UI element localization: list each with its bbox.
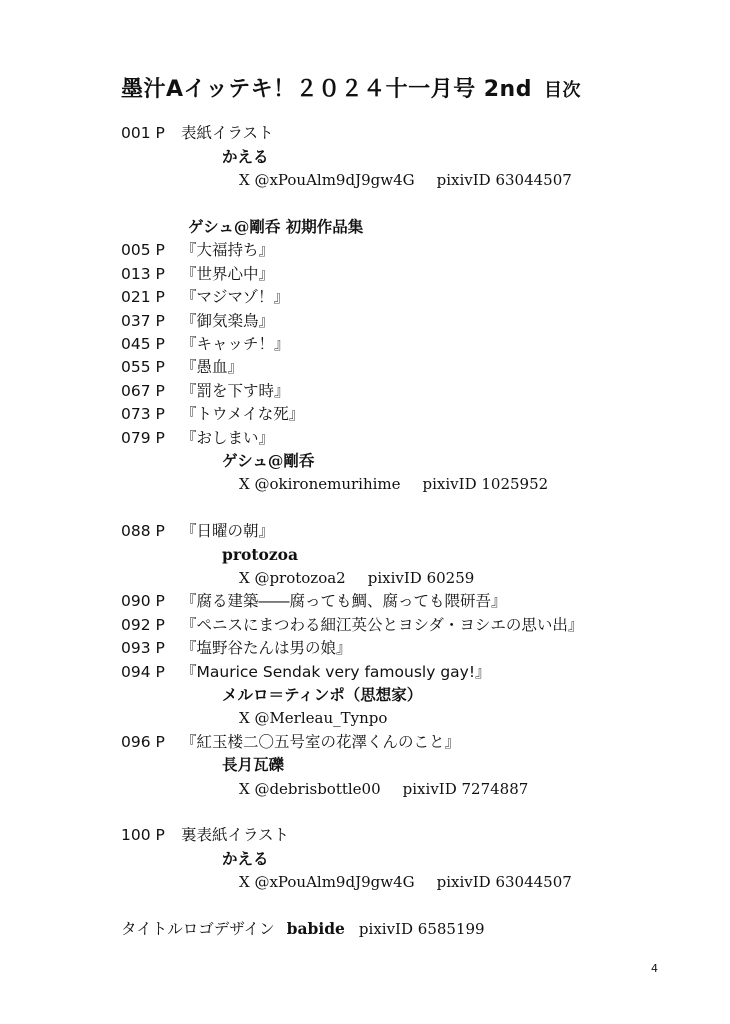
entry-page: 001 P	[121, 124, 165, 142]
title-suffix: 目次	[543, 80, 581, 101]
entry-title: 『マジマゾ！』	[181, 288, 290, 306]
entry-page: 093 P	[121, 639, 165, 657]
toc-entry	[121, 591, 507, 611]
toc-entry	[121, 428, 274, 448]
author-name: かえる	[222, 147, 269, 166]
entry-title: 『Maurice Sendak very famously gay!』	[181, 663, 491, 681]
toc-entry	[121, 240, 274, 260]
toc-entry	[121, 521, 274, 541]
toc-entry	[121, 638, 352, 658]
pixiv-id: pixivID 1025952	[422, 475, 549, 493]
x-handle: X @debrisbottle00	[239, 780, 381, 798]
toc-entry	[121, 287, 289, 307]
logo-designer: babide	[286, 919, 345, 938]
toc-entry	[121, 662, 491, 682]
pixiv-id: pixivID 7274887	[402, 780, 529, 798]
entry-page: 005 P	[121, 241, 165, 259]
toc-entry	[121, 311, 274, 331]
entry-title: 『塩野谷たんは男の娘』	[181, 639, 352, 657]
entry-page: 092 P	[121, 616, 165, 634]
toc-entry	[121, 381, 290, 401]
author-name: かえる	[222, 849, 269, 868]
toc-entry	[121, 123, 274, 143]
toc-entry	[121, 825, 289, 845]
toc-entry	[121, 334, 290, 354]
entry-page: 055 P	[121, 358, 165, 376]
author-credit	[239, 170, 572, 190]
logo-pixiv-id: pixivID 6585199	[358, 920, 485, 938]
entry-title: 『愚血』	[181, 358, 244, 376]
entry-title: 表紙イラスト	[181, 124, 274, 142]
entry-title: 『トウメイな死』	[181, 405, 305, 423]
title-main: 墨汁Aイッテキ！２０２４十一月号 2nd	[121, 77, 532, 102]
author-credit	[239, 779, 528, 799]
entry-title: 『罰を下す時』	[181, 382, 290, 400]
page-number: 4	[651, 962, 658, 975]
author-name: メルロ＝ティンポ（思想家）	[222, 685, 423, 704]
entry-title: 『大福持ち』	[181, 241, 275, 259]
pixiv-id: pixivID 63044507	[436, 171, 572, 189]
entry-page: 073 P	[121, 405, 165, 423]
x-handle: X @okironemurihime	[239, 475, 401, 493]
entry-page: 094 P	[121, 663, 165, 681]
entry-title: 『キャッチ！』	[181, 335, 290, 353]
author-name: protozoa	[222, 545, 299, 564]
entry-title: 『御気楽鳥』	[181, 312, 275, 330]
x-handle: X @Merleau_Tynpo	[239, 709, 388, 727]
toc-entry	[121, 732, 460, 752]
entry-page: 079 P	[121, 429, 165, 447]
entry-page: 021 P	[121, 288, 165, 306]
entry-title: 『日曜の朝』	[181, 522, 275, 540]
author-credit	[239, 568, 474, 588]
group-heading: ゲシュ@剛呑 初期作品集	[188, 217, 364, 236]
x-handle: X @protozoa2	[239, 569, 346, 587]
entry-page: 096 P	[121, 733, 165, 751]
pixiv-id: pixivID 60259	[367, 569, 475, 587]
entry-title: 裏表紙イラスト	[181, 826, 290, 844]
toc-entry	[121, 404, 304, 424]
entry-title: 『おしまい』	[181, 429, 275, 447]
document-title	[121, 72, 581, 103]
x-handle: X @xPouAlm9dJ9gw4G	[239, 873, 415, 891]
entry-page: 037 P	[121, 312, 165, 330]
entry-title: 『ペニスにまつわる細江英公とヨシダ・ヨシエの思い出』	[181, 616, 584, 634]
toc-entry	[121, 615, 583, 635]
entry-page: 090 P	[121, 592, 165, 610]
logo-label: タイトルロゴデザイン	[121, 920, 275, 938]
entry-page: 088 P	[121, 522, 165, 540]
author-credit	[239, 872, 572, 892]
author-credit	[239, 474, 548, 494]
entry-page: 100 P	[121, 826, 165, 844]
pixiv-id: pixivID 63044507	[436, 873, 572, 891]
entry-title: 『世界心中』	[181, 265, 275, 283]
entry-page: 013 P	[121, 265, 165, 283]
entry-title: 『紅玉楼二〇五号室の花澤くんのこと』	[181, 733, 461, 751]
toc-entry	[121, 357, 243, 377]
author-name: 長月瓦礫	[222, 755, 285, 774]
toc-entry	[121, 264, 274, 284]
entry-page: 067 P	[121, 382, 165, 400]
author-credit	[239, 708, 387, 728]
entry-page: 045 P	[121, 335, 165, 353]
logo-credit	[121, 919, 485, 939]
x-handle: X @xPouAlm9dJ9gw4G	[239, 171, 415, 189]
author-name: ゲシュ@剛呑	[222, 451, 315, 470]
entry-title: 『腐る建築――腐っても鯛、腐っても隈研吾』	[181, 592, 507, 610]
